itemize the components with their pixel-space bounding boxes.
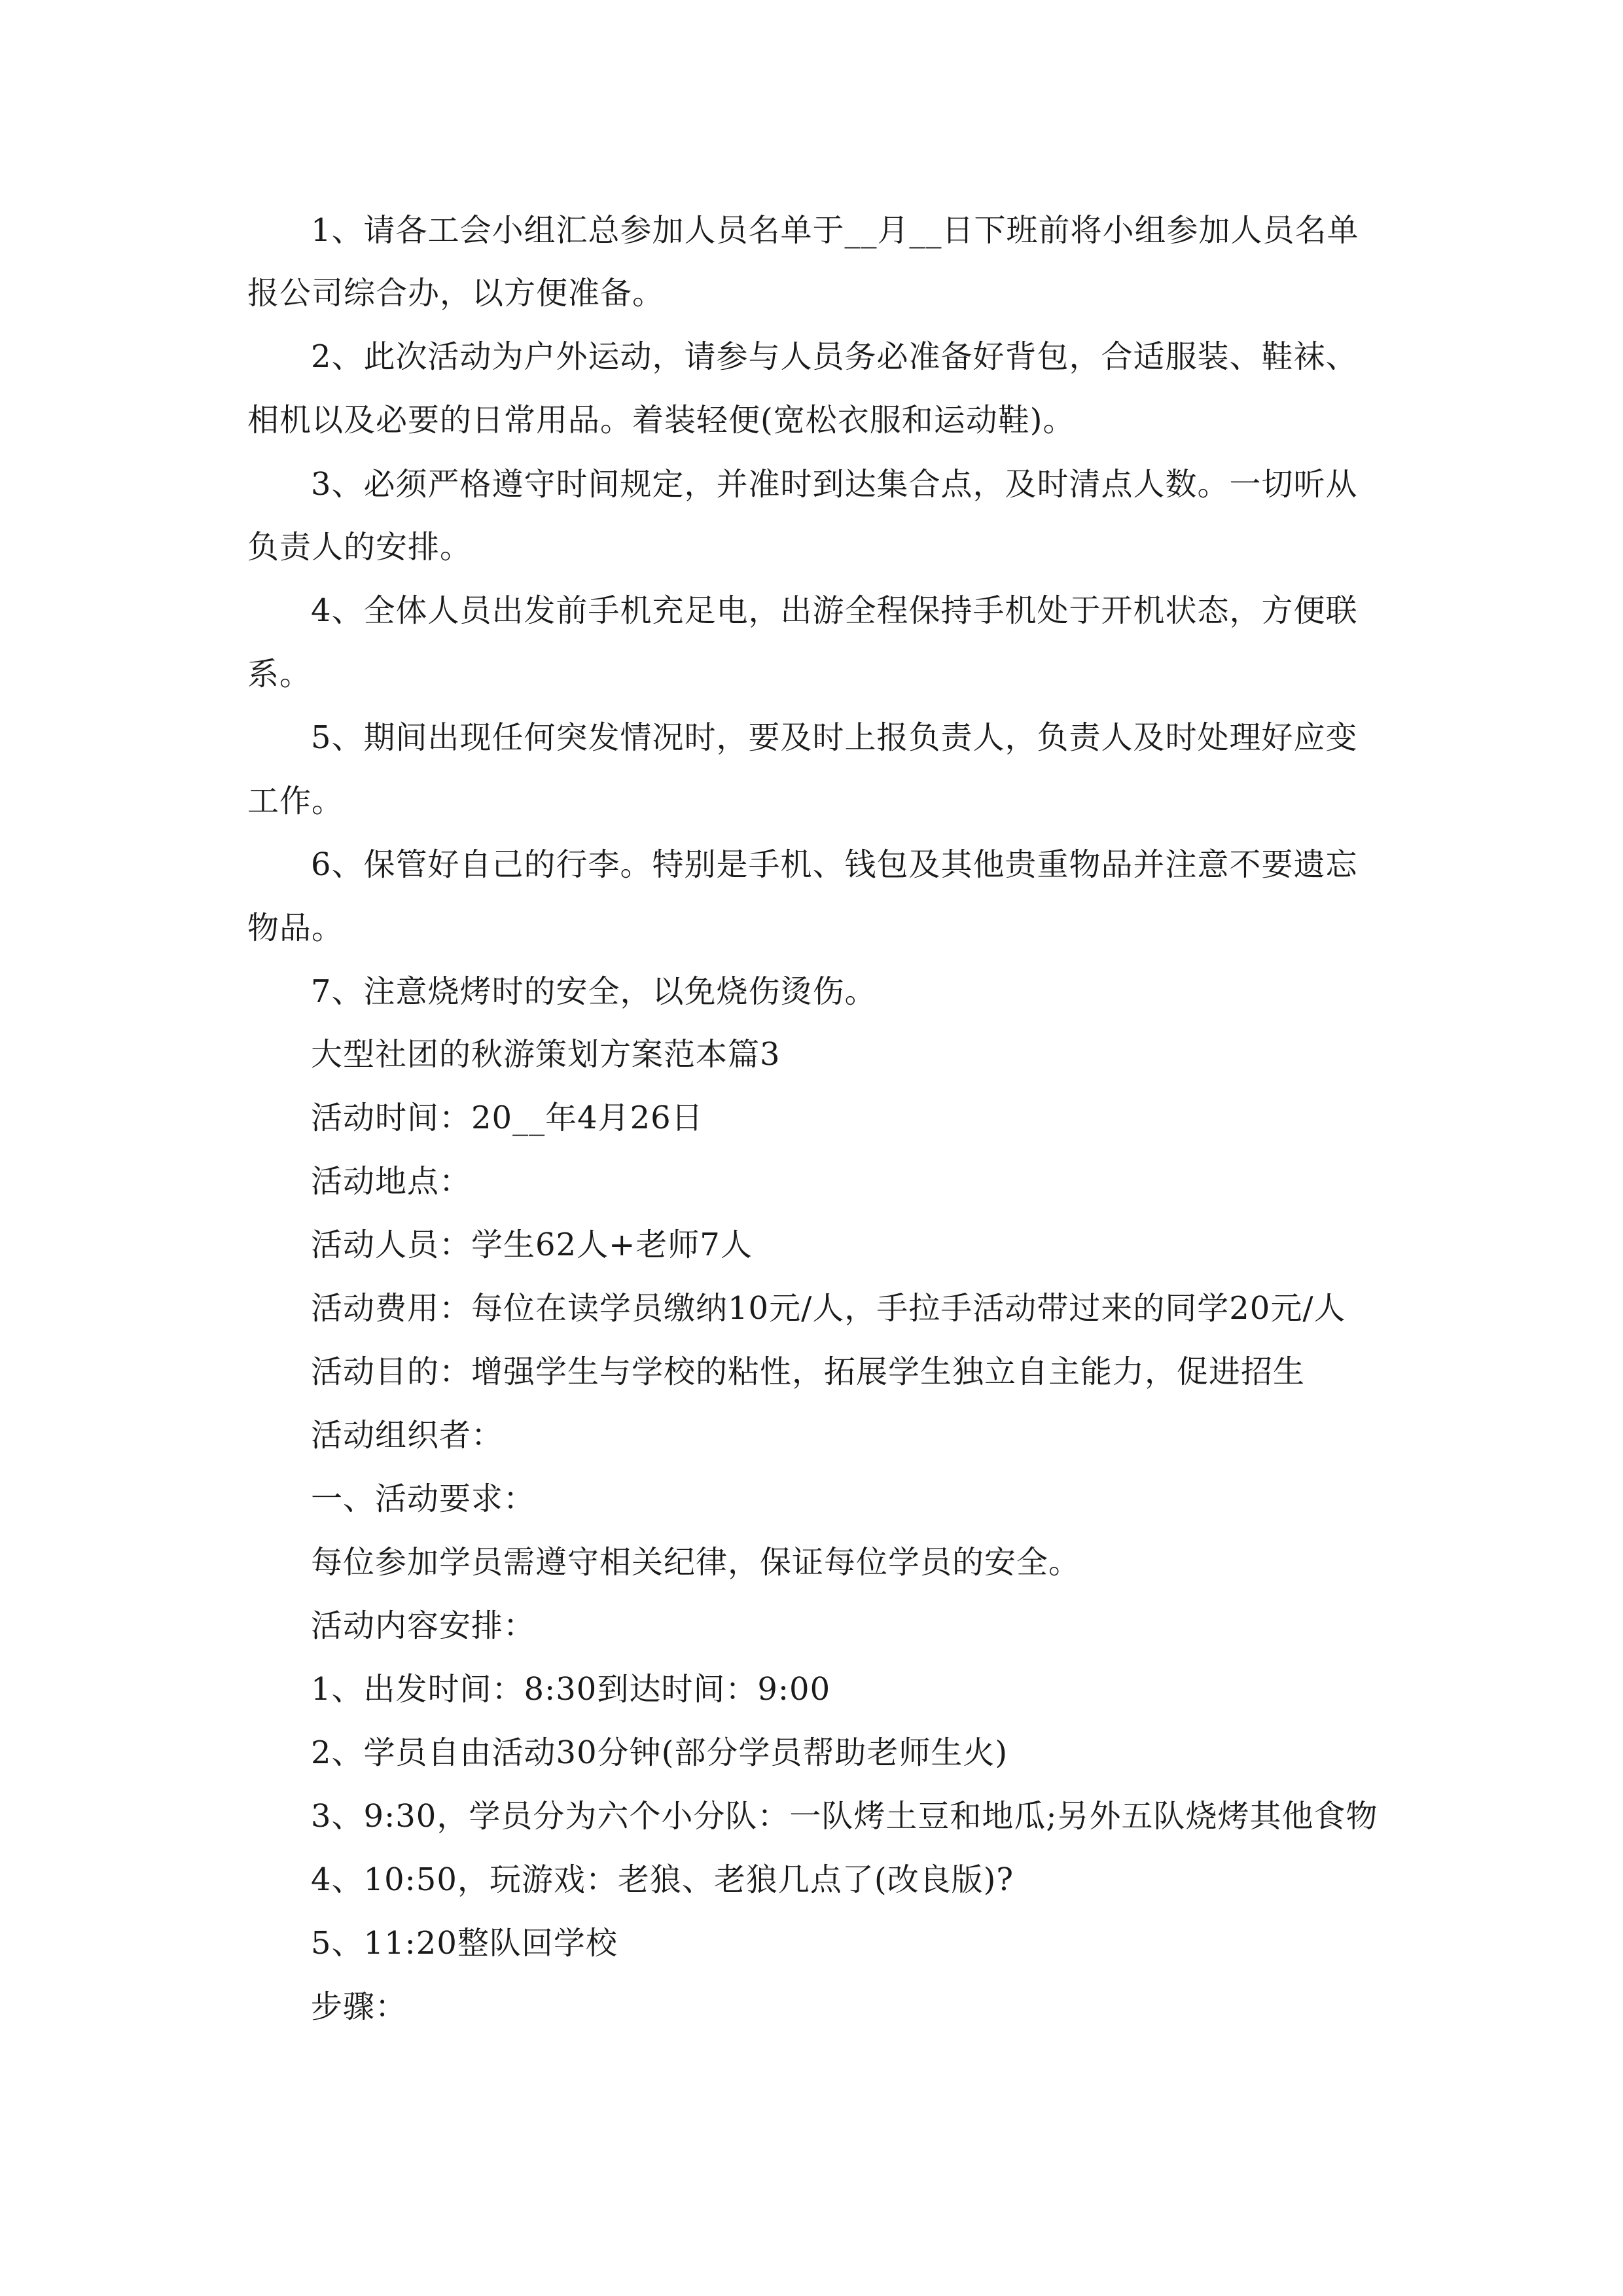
note-2-line-1: 2、此次活动为户外运动，请参与人员务必准备好背包，合适服装、鞋袜、 xyxy=(311,338,1358,375)
note-1-line-2: 报公司综合办，以方便准备。 xyxy=(247,275,665,312)
note-5-line-1: 5、期间出现任何突发情况时，要及时上报负责人，负责人及时处理好应变 xyxy=(311,719,1358,756)
note-1-line-1: 1、请各工会小组汇总参加人员名单于__月__日下班前将小组参加人员名单 xyxy=(311,212,1359,249)
steps-heading: 步骤： xyxy=(311,1988,408,2025)
activity-organizer: 活动组织者： xyxy=(311,1417,504,1454)
schedule-item-4: 4、10:50，玩游戏：老狼、老狼几点了(改良版)? xyxy=(311,1861,1014,1898)
activity-time: 活动时间：20__年4月26日 xyxy=(311,1100,704,1136)
schedule-item-5: 5、11:20整队回学校 xyxy=(311,1925,618,1962)
note-3-line-1: 3、必须严格遵守时间规定，并准时到达集合点，及时清点人数。一切听从 xyxy=(311,466,1358,503)
note-4-line-1: 4、全体人员出发前手机充足电，出游全程保持手机处于开机状态，方便联 xyxy=(311,592,1358,629)
schedule-item-1: 1、出发时间：8:30到达时间：9:00 xyxy=(311,1671,831,1708)
activity-place: 活动地点： xyxy=(311,1163,472,1200)
schedule-item-3: 3、9:30，学员分为六个小分队：一队烤土豆和地瓜;另外五队烧烤其他食物 xyxy=(311,1798,1378,1835)
requirements-text: 每位参加学员需遵守相关纪律，保证每位学员的安全。 xyxy=(311,1544,1081,1581)
note-2-line-2: 相机以及必要的日常用品。着装轻便(宽松衣服和运动鞋)。 xyxy=(247,402,1075,439)
schedule-heading: 活动内容安排： xyxy=(311,1607,536,1644)
activity-people: 活动人员：学生62人+老师7人 xyxy=(311,1227,753,1263)
note-7-line-1: 7、注意烧烤时的安全，以免烧伤烫伤。 xyxy=(311,973,877,1010)
note-3-line-2: 负责人的安排。 xyxy=(247,529,473,565)
section-title: 大型社团的秋游策划方案范本篇3 xyxy=(311,1036,781,1073)
activity-fee: 活动费用：每位在读学员缴纳10元/人，手拉手活动带过来的同学20元/人 xyxy=(311,1290,1346,1327)
activity-purpose: 活动目的：增强学生与学校的粘性，拓展学生独立自主能力，促进招生 xyxy=(311,1354,1306,1390)
note-5-line-2: 工作。 xyxy=(247,783,344,819)
schedule-item-2: 2、学员自由活动30分钟(部分学员帮助老师生火) xyxy=(311,1734,1008,1771)
note-4-line-2: 系。 xyxy=(247,656,312,692)
requirements-heading: 一、活动要求： xyxy=(311,1480,536,1517)
note-6-line-2: 物品。 xyxy=(247,910,344,946)
note-6-line-1: 6、保管好自己的行李。特别是手机、钱包及其他贵重物品并注意不要遗忘 xyxy=(311,846,1358,883)
